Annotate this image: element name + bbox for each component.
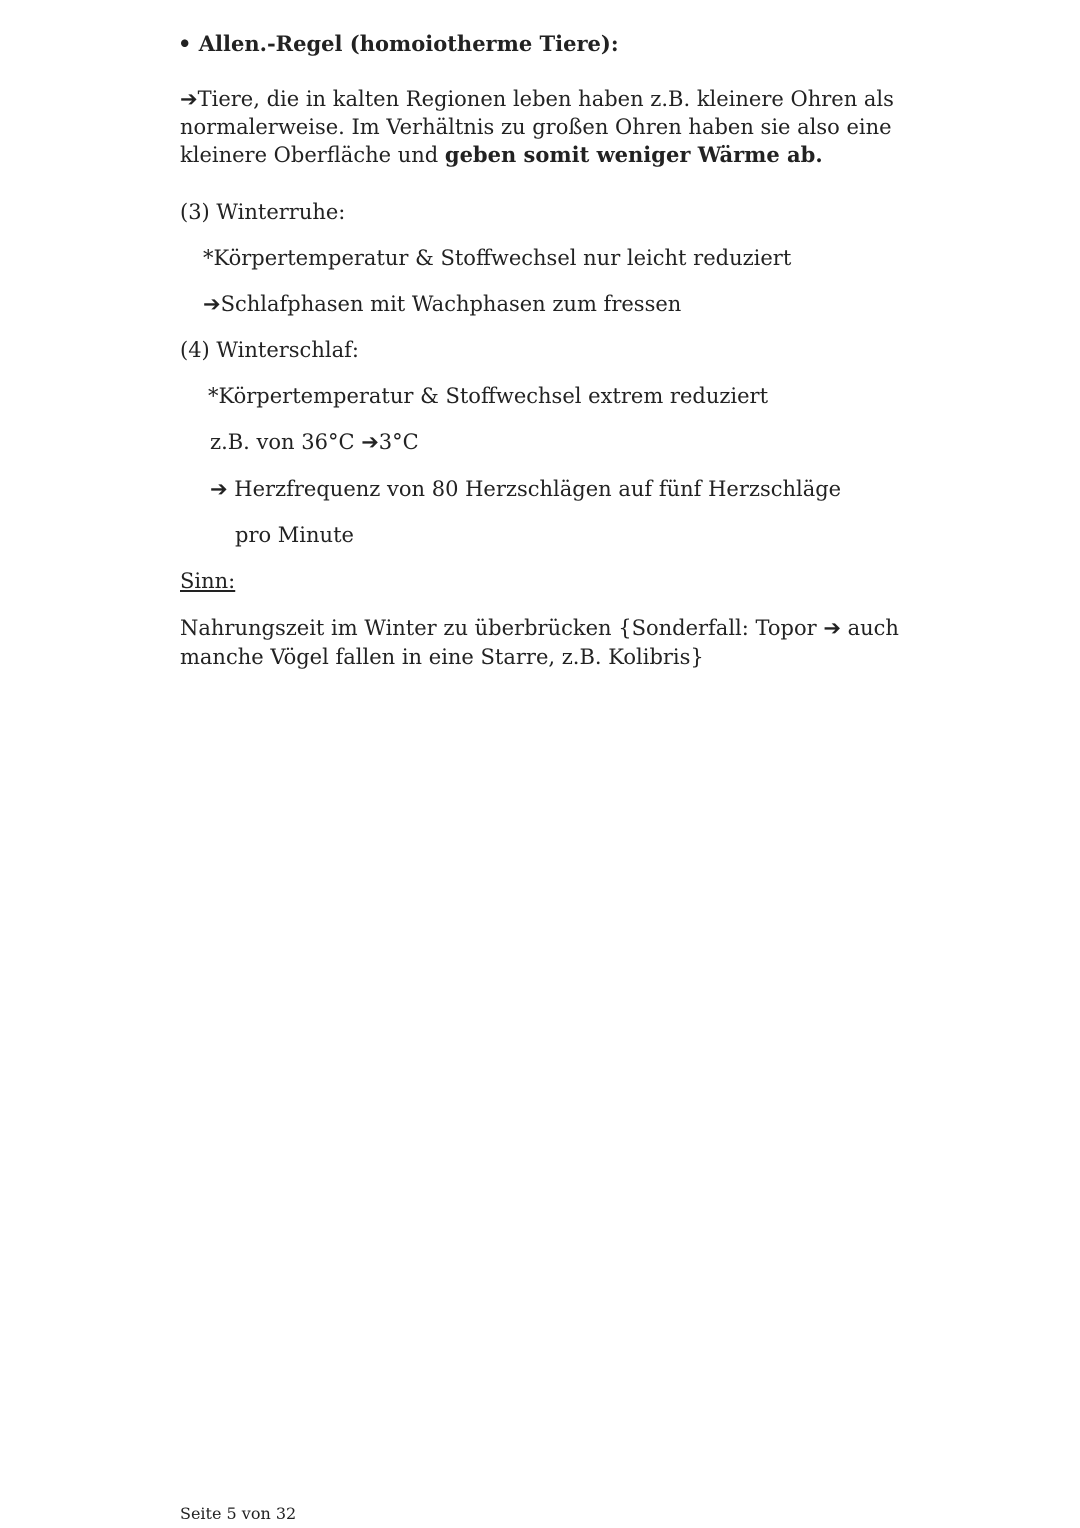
winterschlaf-title: (4) Winterschlaf: (180, 338, 359, 362)
winterschlaf-point-1: *Körpertemperatur & Stoffwechsel extrem reduziert (208, 384, 769, 408)
allen-paragraph-line-3 (180, 141, 823, 169)
heading-text: Allen.-Regel (homoiotherme Tiere): (198, 31, 619, 56)
winterschlaf-point-3-continued: pro Minute (235, 523, 354, 547)
sinn-line-2: manche Vögel fallen in eine Starre, z.B. Kolibris} (180, 645, 704, 669)
page-number-footer: Seite 5 von 32 (180, 1504, 297, 1523)
winterschlaf-point-2: z.B. von 36°C ➔3°C (210, 430, 419, 454)
winterschlaf-point-3: ➔ Herzfrequenz von 80 Herzschlägen auf fünf Herzschläge (210, 477, 842, 501)
winterruhe-point-2: ➔Schlafphasen mit Wachphasen zum fressen (203, 292, 682, 316)
sinn-line-1: Nahrungszeit im Winter zu überbrücken {Sonderfall: Topor ➔ auch (180, 616, 899, 640)
allen-paragraph-line-2: normalerweise. Im Verhältnis zu großen Ohren haben sie also eine (180, 115, 892, 139)
bullet: • (178, 31, 192, 56)
allen-paragraph-line-3-regular: kleinere Oberfläche und (180, 143, 445, 167)
sinn-label: Sinn: (180, 569, 236, 593)
allen-paragraph-line-1: ➔Tiere, die in kalten Regionen leben haben z.B. kleinere Ohren als (180, 87, 894, 111)
allen-regel-heading (178, 30, 619, 58)
allen-paragraph-line-3-bold: geben somit weniger Wärme ab. (444, 142, 823, 167)
winterruhe-title: (3) Winterruhe: (180, 200, 346, 224)
winterruhe-point-1: *Körpertemperatur & Stoffwechsel nur leicht reduziert (203, 246, 792, 270)
